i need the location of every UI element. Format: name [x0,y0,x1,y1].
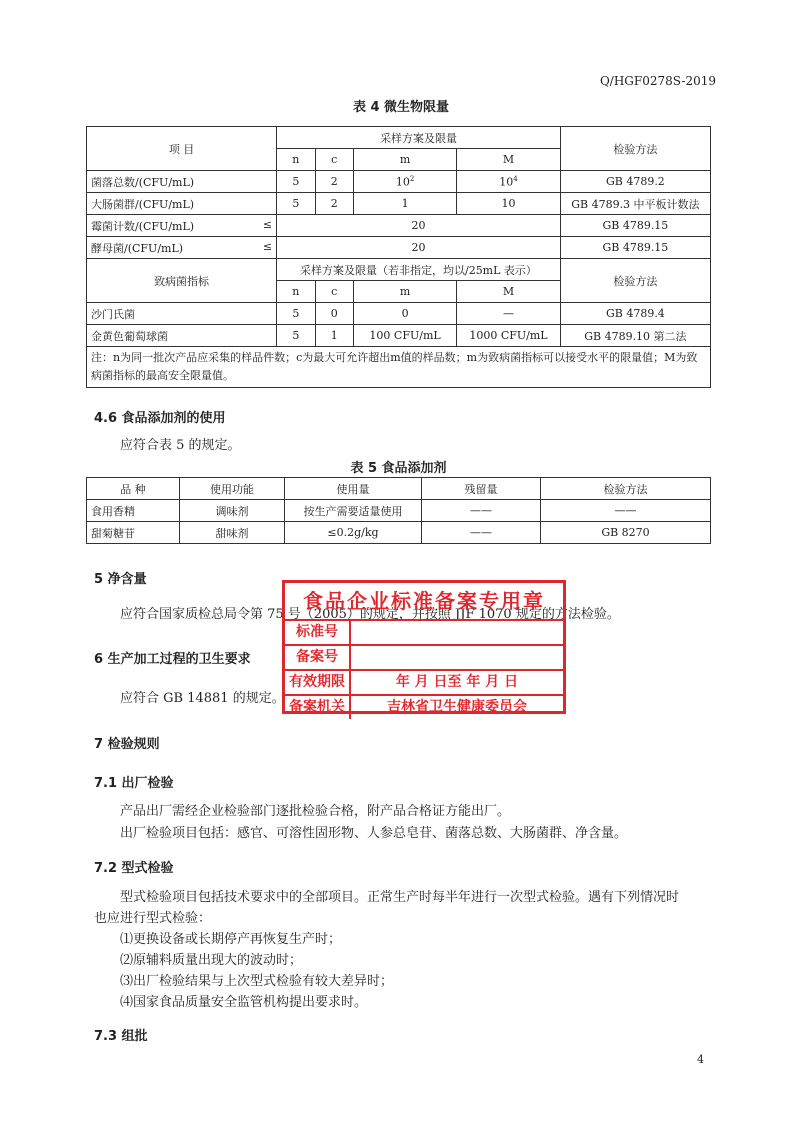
pathogen-method-header: 检验方法 [560,259,710,303]
cell: —— [422,522,541,544]
section-7-heading: 7 检验规则 [94,737,160,752]
cell-c: 2 [315,171,353,193]
table5-header: 品 种 [87,478,180,500]
table-row [87,171,711,193]
stamp-value: 年 月 日至 年 月 日 [395,674,519,690]
cell-method: GB 4789.15 [560,237,710,259]
section-6-heading: 6 生产加工过程的卫生要求 [94,652,251,667]
pathogen-sub-n: n [277,281,315,303]
cell-m: 1 [353,193,456,215]
list-item: ⑵原辅料质量出现大的波动时； [120,953,303,968]
table4-header-item: 项 目 [87,127,277,171]
pathogen-header: 致病菌指标 [87,259,277,303]
cell-n: 5 [277,193,315,215]
cell-m: 100 CFU/mL [353,325,456,347]
table4-sub-n: n [277,149,315,171]
cell-c: 2 [315,193,353,215]
table5-header: 残留量 [422,478,541,500]
section-7-1-heading: 7.1 出厂检验 [94,776,174,791]
table5-caption: 表 5 食品添加剂 [350,461,447,476]
cell-method: GB 4789.2 [560,171,710,193]
microbial-limits-table [86,126,711,388]
cell: 食用香精 [87,500,180,522]
cell: 按生产需要适量使用 [285,500,422,522]
filing-stamp [282,580,566,714]
section-7-2-line2: 也应进行型式检验： [94,911,212,926]
section-7-2-heading: 7.2 型式检验 [94,861,174,876]
cell-m-base: 10 [395,175,410,189]
cell-n: 5 [277,303,315,325]
table-row [87,500,711,522]
cell-item: 沙门氏菌 [87,303,277,325]
cell-method: GB 4789.15 [560,215,710,237]
stamp-value [351,621,563,644]
pathogen-sub-m: m [353,281,456,303]
section-4-6-heading: 4.6 食品添加剂的使用 [94,411,226,426]
mold-label: 霉菌计数/(CFU/mL) [91,219,195,233]
list-item: ⑶出厂检验结果与上次型式检验有较大差异时； [120,974,394,989]
cell: 甜味剂 [180,522,285,544]
cell-method: GB 4789.3 中平板计数法 [560,193,710,215]
cell-m: 0 [353,303,456,325]
table4-sub-c: c [315,149,353,171]
cell-M: 10 [457,193,561,215]
section-7-3-heading: 7.3 组批 [94,1029,148,1044]
cell-n: 5 [277,171,315,193]
le-sign: ≤ [262,217,273,231]
cell-m-exp: 2 [409,174,415,183]
table5-header: 使用量 [285,478,422,500]
page-number: 4 [697,1053,704,1066]
cell-limit: 20 [277,215,561,237]
cell-M-base: 10 [499,175,514,189]
stamp-label: 有效期限 [285,671,351,694]
stamp-value: 吉林省卫生健康委员会 [387,699,527,715]
cell: GB 8270 [541,522,711,544]
cell-M-exp: 4 [513,174,518,183]
cell-method: GB 4789.4 [560,303,710,325]
standard-code: Q/HGF0278S-2019 [599,74,716,88]
stamp-label: 备案机关 [285,696,351,719]
pathogen-plan-header: 采样方案及限量（若非指定，均以/25mL 表示） [277,259,561,281]
table4-header-method: 检验方法 [560,127,710,171]
section-7-1-line: 产品出厂需经企业检验部门逐批检验合格，附产品合格证方能出厂。 [120,804,511,819]
table4-header-plan: 采样方案及限量 [277,127,561,149]
cell: —— [422,500,541,522]
le-sign: ≤ [262,239,273,253]
section-4-6-text: 应符合表 5 的规定。 [120,438,241,453]
table-row [87,215,711,237]
cell-n: 5 [277,325,315,347]
table5-header: 使用功能 [180,478,285,500]
section-7-2-line1: 型式检验项目包括技术要求中的全部项目。正常生产时每半年进行一次型式检验。遇有下列情况时 [120,890,680,905]
table-row [87,303,711,325]
section-5-heading: 5 净含量 [94,572,147,587]
yeast-label: 酵母菌/(CFU/mL) [91,241,184,255]
table5-header: 检验方法 [541,478,711,500]
table4-sub-M: M [457,149,561,171]
food-additive-table [86,477,711,544]
list-item: ⑴更换设备或长期停产再恢复生产时； [120,932,342,947]
table4-caption: 表 4 微生物限量 [352,100,450,115]
stamp-value [351,646,563,669]
cell-c: 1 [315,325,353,347]
pathogen-sub-M: M [457,281,561,303]
cell-M [457,171,561,193]
stamp-label: 标准号 [285,621,351,644]
cell-item [87,237,277,259]
cell-c: 0 [315,303,353,325]
list-item: ⑷国家食品质量安全监管机构提出要求时。 [120,995,368,1010]
cell: 甜菊糖苷 [87,522,180,544]
stamp-title: 食品企业标准备案专用章 [285,583,563,621]
cell-m [353,171,456,193]
cell-item: 大肠菌群/(CFU/mL) [87,193,277,215]
table-row [87,522,711,544]
cell-M: — [457,303,561,325]
cell: —— [541,500,711,522]
cell-item: 金黄色葡萄球菌 [87,325,277,347]
section-6-text: 应符合 GB 14881 的规定。 [120,691,285,706]
table4-sub-m: m [353,149,456,171]
pathogen-sub-c: c [315,281,353,303]
cell-item: 菌落总数/(CFU/mL) [87,171,277,193]
table-row [87,193,711,215]
table-row [87,325,711,347]
stamp-label: 备案号 [285,646,351,669]
section-7-1-line: 出厂检验项目包括：感官、可溶性固形物、人参总皂苷、菌落总数、大肠菌群、净含量。 [120,826,628,841]
table4-note: 注：n为同一批次产品应采集的样品件数；c为最大可允许超出m值的样品数；m为致病菌指标可以接受水平的限量值；M为致病菌指标的最高安全限量值。 [87,347,711,388]
table-row [87,237,711,259]
cell-M: 1000 CFU/mL [457,325,561,347]
section-5-text: 应符合国家质检总局令第 75 号（2005）的规定，并按照 JJF 1070 规定的方法检验。 [120,607,620,622]
cell-method: GB 4789.10 第二法 [560,325,710,347]
cell: ≤0.2g/kg [285,522,422,544]
cell-item [87,215,277,237]
cell: 调味剂 [180,500,285,522]
cell-limit: 20 [277,237,561,259]
